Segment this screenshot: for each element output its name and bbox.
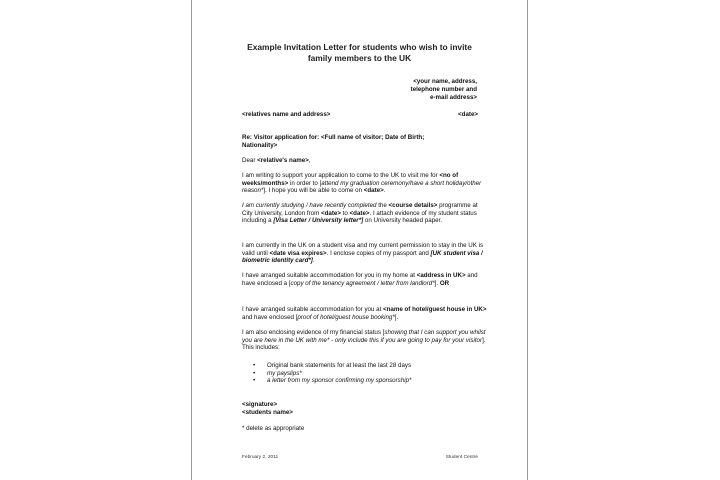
- paragraph-studies: I am currently studying / have recently completed the <course details> programme at City University, London from <date> to <date>. I attach evidence of my student status including a [Visa Letter / University letter*] on University headed paper.: [242, 202, 478, 225]
- footer-organization: Student Centre: [445, 455, 478, 460]
- sender-line-2: telephone number and: [410, 85, 477, 93]
- document-page: [191, 0, 528, 480]
- sender-line-3: e-mail address>: [430, 93, 477, 101]
- footnote: * delete as appropriate: [242, 425, 305, 432]
- paragraph-visa: I am currently in the UK on a student visa and my current permission to stay in the UK is valid until <date visa expires>. I enclose copies of my passport and [UK student visa / biometric identity card*].: [242, 242, 484, 265]
- page-footer: [242, 455, 478, 461]
- list-item: • my payslips*: [242, 370, 488, 378]
- subject-line-1: Re: Visitor application for: <Full name of visitor; Date of Birth;: [242, 134, 425, 141]
- sender-address-block: [411, 78, 477, 101]
- evidence-list: [242, 362, 488, 385]
- recipient-date-row: [242, 111, 478, 119]
- greeting: Dear <relative's name>,: [242, 157, 311, 164]
- title-line-2: family members to the UK: [307, 53, 412, 63]
- sender-line-1: <your name, address,: [413, 78, 477, 85]
- student-name-placeholder: <students name>: [242, 408, 293, 416]
- signature-placeholder: <signature>: [242, 401, 278, 408]
- letter-title: [192, 42, 527, 64]
- paragraph-visit: I am writing to support your application to come to the UK to visit me for <no of weeks/months> in order to [attend my graduation ceremony/have a short holiday/other reason*]. I hope you will be able to come on <date>.: [242, 172, 482, 195]
- footer-date: February 2, 2011: [242, 455, 279, 460]
- paragraph-home-accommodation: I have arranged suitable accommodation for you in my home at <address in UK> and have enclosed a [copy of the tenancy agreement / letter from landlord*]. OR: [242, 272, 478, 287]
- recipient-address: <relatives name and address>: [242, 111, 331, 118]
- signature-block: [242, 401, 488, 416]
- subject-line: [242, 134, 488, 149]
- paragraph-financial: I am also enclosing evidence of my financial status [showing that I can support you whilst you are here in the UK with me* - only include this if you are going to pay for your visitor]. This includes:: [242, 329, 486, 352]
- relative-name: <relative's name>: [257, 157, 309, 164]
- paragraph-hotel-accommodation: I have arranged suitable accommodation for you at <name of hotel/guest house in UK> and have enclosed [proof of hotel/guest house booking*].: [242, 306, 487, 321]
- list-item: • Original bank statements for at least the last 28 days: [242, 362, 488, 370]
- list-item: • a letter from my sponsor confirming my sponsorship*: [242, 377, 488, 385]
- subject-line-2: Nationality>: [242, 141, 278, 149]
- title-line-1: Example Invitation Letter for students who wish to invite: [247, 42, 472, 52]
- letter-date: <date>: [458, 111, 478, 118]
